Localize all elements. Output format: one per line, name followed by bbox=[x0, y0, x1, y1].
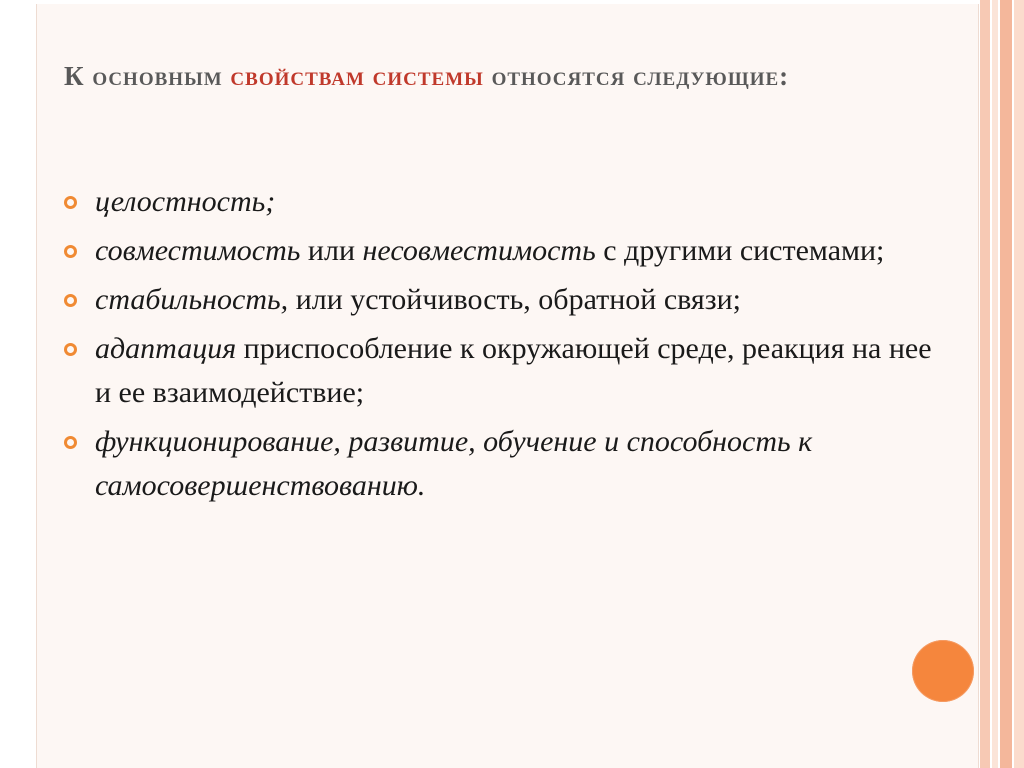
bullet-item bbox=[64, 229, 944, 273]
bullet-item bbox=[64, 420, 944, 508]
bullet-circle-icon bbox=[64, 343, 77, 356]
bullet-text-segment: совместимость bbox=[95, 234, 301, 267]
bullet-text-segment: с другими системами; bbox=[595, 234, 885, 267]
decorative-stripe bbox=[1014, 0, 1024, 768]
bullet-circle-icon bbox=[64, 294, 77, 307]
bullet-text-segment: стабильность, bbox=[95, 283, 289, 316]
slide-title bbox=[64, 54, 944, 98]
title-text-start: К основным bbox=[64, 61, 231, 91]
bullet-text-segment: функционирование, развитие, обучение и способность к самосовершенствованию. bbox=[95, 425, 813, 502]
bullet-list bbox=[64, 180, 944, 513]
bullet-text-segment: целостность; bbox=[95, 185, 276, 218]
bullet-circle-icon bbox=[64, 245, 77, 258]
title-text-end: относятся следующие: bbox=[483, 61, 790, 91]
bullet-text-segment: адаптация bbox=[95, 332, 237, 365]
bullet-circle-icon bbox=[64, 436, 77, 449]
decorative-stripe bbox=[980, 0, 990, 768]
bullet-item bbox=[64, 278, 944, 322]
bullet-text-segment: несовместимость bbox=[362, 234, 596, 267]
bullet-item bbox=[64, 180, 944, 224]
decorative-stripe bbox=[992, 0, 998, 768]
bullet-text-segment: приспособление к окружающей среде, реакция на нее и ее взаимодействие; bbox=[95, 332, 932, 409]
decorative-stripe bbox=[1000, 0, 1012, 768]
bullet-text-segment: или устойчивость, обратной связи; bbox=[288, 283, 741, 316]
bullet-item bbox=[64, 327, 944, 415]
bullet-circle-icon bbox=[64, 196, 77, 209]
decorative-circle bbox=[912, 640, 974, 702]
bullet-text-segment: или bbox=[300, 234, 363, 267]
title-accent-text: свойствам системы bbox=[230, 61, 484, 91]
